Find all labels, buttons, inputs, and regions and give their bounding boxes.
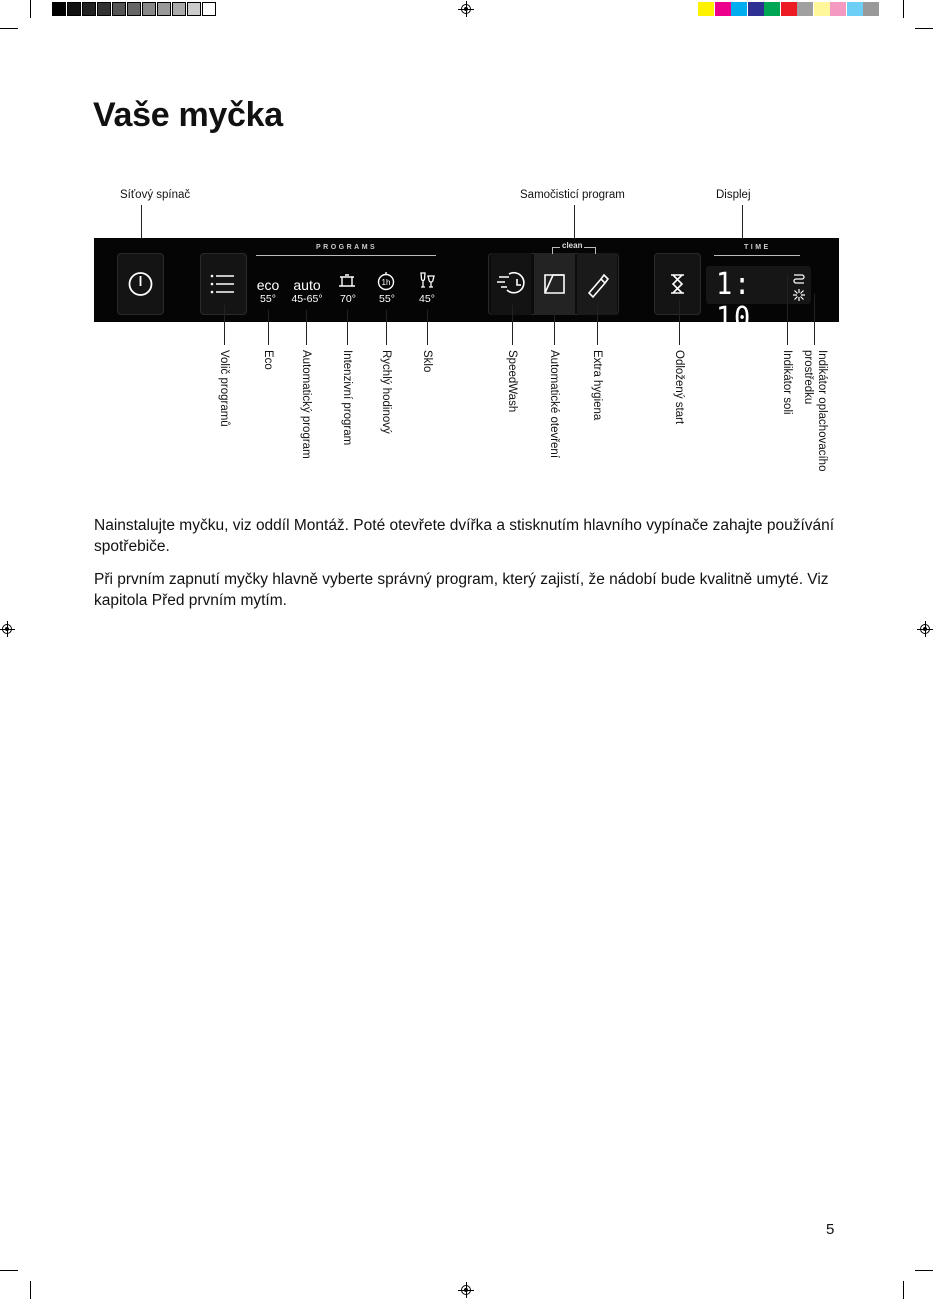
page-number: 5 — [826, 1221, 835, 1238]
rinse-aid-indicator-icon — [792, 288, 806, 302]
leader-line — [268, 310, 269, 345]
color-swatch — [731, 2, 747, 16]
callout-salt-indicator: Indikátor soli — [781, 350, 793, 415]
time-display — [706, 266, 811, 336]
color-swatch — [781, 2, 797, 16]
leader-line — [306, 310, 307, 345]
callout-delay-start: Odložený start — [673, 350, 685, 425]
trim-mark — [915, 1270, 933, 1271]
display-digits: 1: 10 — [716, 267, 753, 336]
gray-swatch — [172, 2, 186, 16]
paragraph-installation: Nainstalujte myčku, viz oddíl Montáž. Poté otevřete dvířka a stisknutím hlavního vypínače zahajte používání spotřebiče. — [94, 517, 835, 555]
program-eco-label[interactable]: eco — [256, 277, 280, 293]
color-swatch — [748, 2, 764, 16]
label-power-switch: Síťový spínač — [120, 189, 191, 201]
paragraph-first-use: Při prvním zapnutí myčky hlavně vyberte správný program, který zajistí, že nádobí bude kvalitně umyté. Viz kapitola Před prvním mytím. — [94, 571, 829, 609]
color-swatch — [814, 2, 830, 16]
callout-intensive-program: Intenzivní program — [341, 350, 353, 446]
label-display: Displej — [716, 189, 751, 201]
gray-swatch — [202, 2, 216, 16]
programs-header: PROGRAMS — [316, 244, 378, 251]
color-swatch — [698, 2, 714, 16]
delay-start-button[interactable] — [654, 253, 701, 315]
leader-line — [679, 300, 680, 345]
trim-mark — [0, 28, 18, 29]
gray-swatch — [127, 2, 141, 16]
color-swatch — [863, 2, 879, 16]
trim-mark — [0, 1270, 18, 1271]
hourglass-icon — [654, 253, 701, 315]
callout-speedwash: SpeedWash — [506, 350, 518, 413]
gray-swatch — [52, 2, 66, 16]
color-swatch — [830, 2, 846, 16]
callout-program-selector: Volič programů — [218, 350, 230, 427]
svg-text:1h: 1h — [381, 278, 391, 287]
leader-line — [597, 305, 598, 345]
leader-line — [814, 294, 815, 345]
program-intensive-temp: 70° — [340, 293, 356, 305]
color-swatch — [797, 2, 813, 16]
time-underline — [714, 255, 800, 256]
color-swatch — [764, 2, 780, 16]
clean-header: clean — [562, 241, 583, 250]
callout-extra-hygiene: Extra hygiena — [591, 350, 603, 421]
label-self-clean: Samočisticí program — [520, 189, 625, 201]
callout-eco: Eco — [262, 350, 274, 370]
registration-mark-left — [2, 624, 12, 634]
gray-swatch — [187, 2, 201, 16]
programs-underline — [256, 255, 436, 256]
power-icon — [117, 253, 164, 315]
glass-icon[interactable] — [416, 271, 438, 291]
gray-swatch — [142, 2, 156, 16]
program-eco-temp: 55° — [260, 293, 276, 305]
leader-line — [386, 310, 387, 345]
speedwash-icon — [491, 253, 531, 315]
leader-line — [224, 305, 225, 345]
speedwash-button[interactable] — [491, 253, 531, 315]
control-panel — [94, 238, 839, 336]
program-glass-temp: 45° — [419, 293, 435, 305]
gray-swatch — [82, 2, 96, 16]
color-swatch — [715, 2, 731, 16]
leader-line — [787, 276, 788, 345]
salt-indicator-icon — [792, 271, 806, 285]
callout-glass: Sklo — [421, 350, 433, 373]
callout-quick-hour: Rychlý hodinový — [380, 350, 392, 434]
time-header: TIME — [744, 244, 771, 251]
color-swatch — [847, 2, 863, 16]
program-quick-temp: 55° — [379, 293, 395, 305]
page-title: Vaše myčka — [93, 96, 283, 134]
trim-mark — [30, 1281, 31, 1299]
power-button[interactable] — [117, 253, 164, 315]
registration-mark-top — [461, 4, 471, 14]
leader-line — [427, 310, 428, 345]
leader-line — [512, 305, 513, 345]
registration-mark-bottom — [461, 1285, 471, 1295]
trim-mark — [903, 0, 904, 18]
gray-swatch — [97, 2, 111, 16]
trim-mark — [915, 28, 933, 29]
program-auto-label[interactable]: auto — [293, 277, 321, 293]
callout-auto-program: Automatický program — [300, 350, 312, 459]
trim-mark — [30, 0, 31, 18]
registration-mark-right — [920, 624, 930, 634]
callout-rinse-aid-indicator: Indikátor oplachovacího prostředku — [802, 350, 828, 472]
trim-mark — [903, 1281, 904, 1299]
intensive-pot-icon[interactable] — [336, 272, 358, 290]
leader-line — [554, 305, 555, 345]
gray-swatch — [112, 2, 126, 16]
stopwatch-1h-icon[interactable] — [375, 271, 397, 291]
gray-swatch — [157, 2, 171, 16]
leader-line — [347, 310, 348, 345]
gray-swatch — [67, 2, 81, 16]
program-auto-temp: 45-65° — [291, 293, 323, 305]
callout-auto-open: Automatické otevření — [548, 350, 560, 459]
